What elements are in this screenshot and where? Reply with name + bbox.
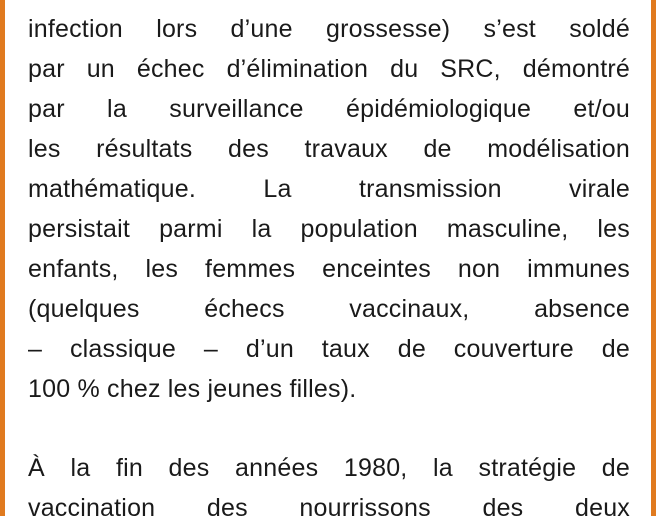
text-line: vaccination des nourrissons des deux xyxy=(28,494,630,516)
text-line: persistait parmi la population masculine, les xyxy=(28,215,630,243)
right-orange-border xyxy=(651,0,656,516)
paragraph-2 xyxy=(28,448,630,516)
text-line: mathématique. La transmission virale xyxy=(28,175,630,203)
text-line: par un échec d’élimination du SRC, démontré xyxy=(28,55,630,83)
text-line: 100 % chez les jeunes filles). xyxy=(28,375,357,403)
text-line: enfants, les femmes enceintes non immunes xyxy=(28,255,630,283)
text-line: infection lors d’une grossesse) s’est soldé xyxy=(28,15,630,43)
text-line: par la surveillance épidémiologique et/ou xyxy=(28,95,630,123)
text-line: (quelques échecs vaccinaux, absence xyxy=(28,295,630,323)
paragraph-1 xyxy=(28,9,630,409)
text-line: les résultats des travaux de modélisation xyxy=(28,135,630,163)
text-line: – classique – d’un taux de couverture de xyxy=(28,335,630,363)
text-line: À la fin des années 1980, la stratégie de xyxy=(28,454,630,482)
left-orange-border xyxy=(0,0,5,516)
